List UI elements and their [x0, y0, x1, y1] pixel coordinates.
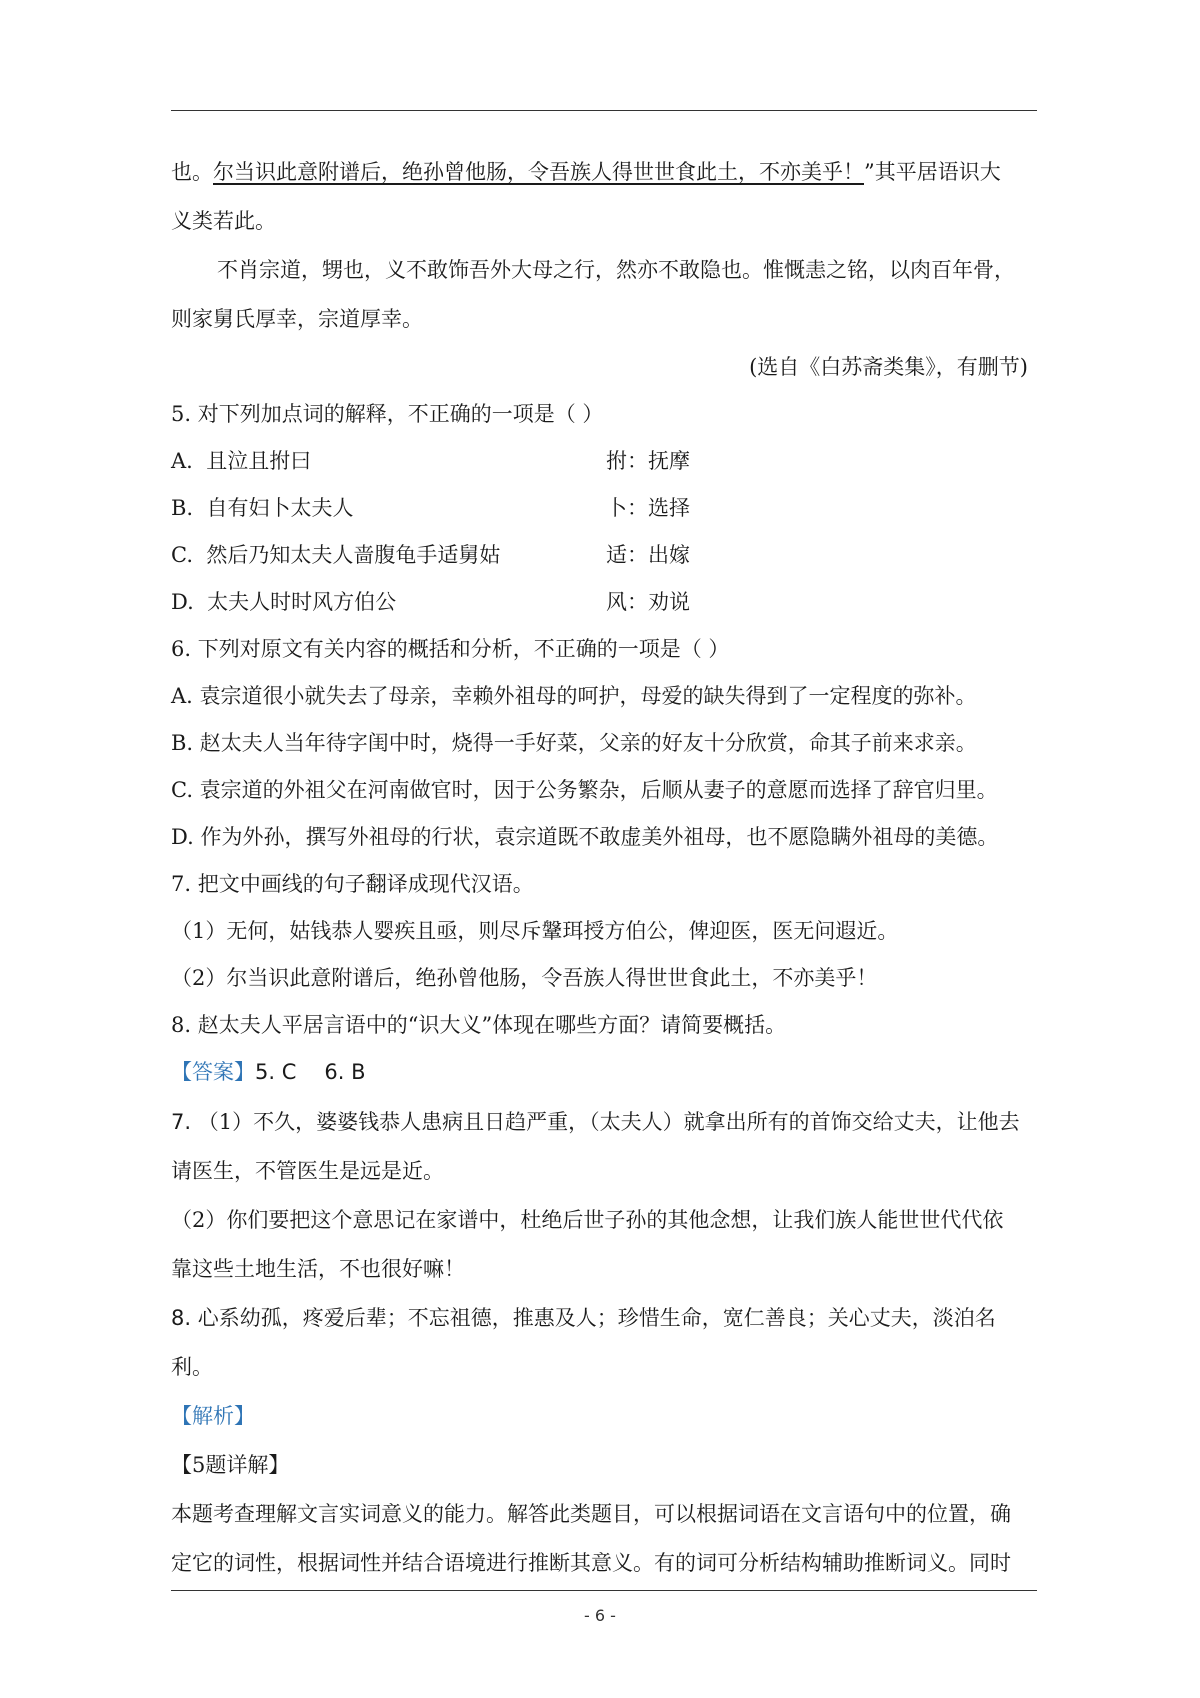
q5-option-b: B. 自有妇卜太夫人: [171, 496, 354, 520]
answer-label: 【答案】: [171, 1060, 255, 1084]
q6-option-d: D. 作为外孙，撰写外祖母的行状，袁宗道既不敢虚美外祖母，也不愿隐瞒外祖母的美德。: [171, 825, 999, 849]
q6-option-c: C. 袁宗道的外祖父在河南做官时，因于公务繁杂，后顺从妻子的意愿而选择了辞官归里。: [171, 778, 998, 802]
underlined-sentence: 尔当识此意附谱后，绝孙曾他肠，令吾族人得世世食此土，不亦美乎！: [213, 160, 864, 184]
answer-line: [171, 1057, 366, 1087]
question-8-stem: 8. 赵太夫人平居言语中的“识大义”体现在哪些方面？请简要概括。: [171, 1013, 787, 1037]
answer-6: 6. B: [324, 1060, 366, 1084]
passage-source: (选自《白苏斋类集》，有删节): [749, 355, 1028, 379]
question-6-stem: 6. 下列对原文有关内容的概括和分析，不正确的一项是（ ）: [171, 637, 730, 661]
answer-8-line-2: 利。: [171, 1355, 213, 1379]
q5-option-a-gloss: 拊：抚摩: [606, 449, 690, 473]
footer-rule: [171, 1590, 1037, 1591]
q5-option-c-gloss: 适：出嫁: [606, 543, 690, 567]
question-5-stem: 5. 对下列加点词的解释，不正确的一项是（ ）: [171, 402, 604, 426]
analysis-line-2: 定它的词性，根据词性并结合语境进行推断其意义。有的词可分析结构辅助推断词义。同时: [171, 1551, 1011, 1575]
page-number: - 6 -: [584, 1606, 616, 1625]
analysis-heading: 【5题详解】: [171, 1453, 290, 1477]
analysis-line-1: 本题考查理解文言实词意义的能力。解答此类题目，可以根据词语在文言语句中的位置，确: [171, 1502, 1011, 1526]
answer-5: 5. C: [255, 1060, 297, 1084]
answer-7-1-line-2: 请医生，不管医生是远是近。: [171, 1159, 444, 1183]
q5-option-d-gloss: 风：劝说: [606, 590, 690, 614]
q5-option-a: A. 且泣且拊曰: [171, 449, 312, 473]
answer-8-line-1: 8. 心系幼孤，疼爱后辈；不忘祖德，推惠及人；珍惜生命，宽仁善良；关心丈夫，淡泊名: [171, 1306, 996, 1330]
q6-option-a: A. 袁宗道很小就失去了母亲，幸赖外祖母的呵护，母爱的缺失得到了一定程度的弥补。: [171, 684, 977, 708]
answer-7-2-line-2: 靠这些土地生活，不也很好嘛！: [171, 1257, 465, 1281]
passage-line-1: 也。尔当识此意附谱后，绝孙曾他肠，令吾族人得世世食此土，不亦美乎！”其平居语识大: [171, 160, 1001, 184]
question-7-stem: 7. 把文中画线的句子翻译成现代汉语。: [171, 872, 534, 896]
q7-item-2: （2）尔当识此意附谱后，绝孙曾他肠，令吾族人得世世食此土，不亦美乎！: [171, 966, 878, 990]
passage-paragraph-2-line-2: 则家舅氏厚幸，宗道厚幸。: [171, 307, 423, 331]
answer-7-1-line-1: 7. （1）不久，婆婆钱恭人患病且日趋严重，（太夫人）就拿出所有的首饰交给丈夫，让他去: [171, 1110, 1020, 1134]
q5-option-c: C. 然后乃知太夫人啬腹龟手适舅姑: [171, 543, 501, 567]
passage-line-2: 义类若此。: [171, 209, 276, 233]
q5-option-b-gloss: 卜：选择: [606, 496, 690, 520]
analysis-label: 【解析】: [171, 1404, 255, 1428]
header-rule: [171, 110, 1037, 111]
answer-7-2-line-1: （2）你们要把这个意思记在家谱中，杜绝后世子孙的其他念想，让我们族人能世世代代依: [171, 1208, 1004, 1232]
q7-item-1: （1）无何，姑钱恭人婴疾且亟，则尽斥鞶珥授方伯公，俾迎医，医无问遐近。: [171, 919, 899, 943]
q5-option-d: D. 太夫人时时风方伯公: [171, 590, 397, 614]
passage-paragraph-2-line-1: 不肖宗道，甥也，义不敢饰吾外大母之行，然亦不敢隐也。惟慨恚之铭，以肉百年骨，: [217, 258, 1015, 282]
q6-option-b: B. 赵太夫人当年待字闺中时，烧得一手好菜，父亲的好友十分欣赏，命其子前来求亲。: [171, 731, 977, 755]
